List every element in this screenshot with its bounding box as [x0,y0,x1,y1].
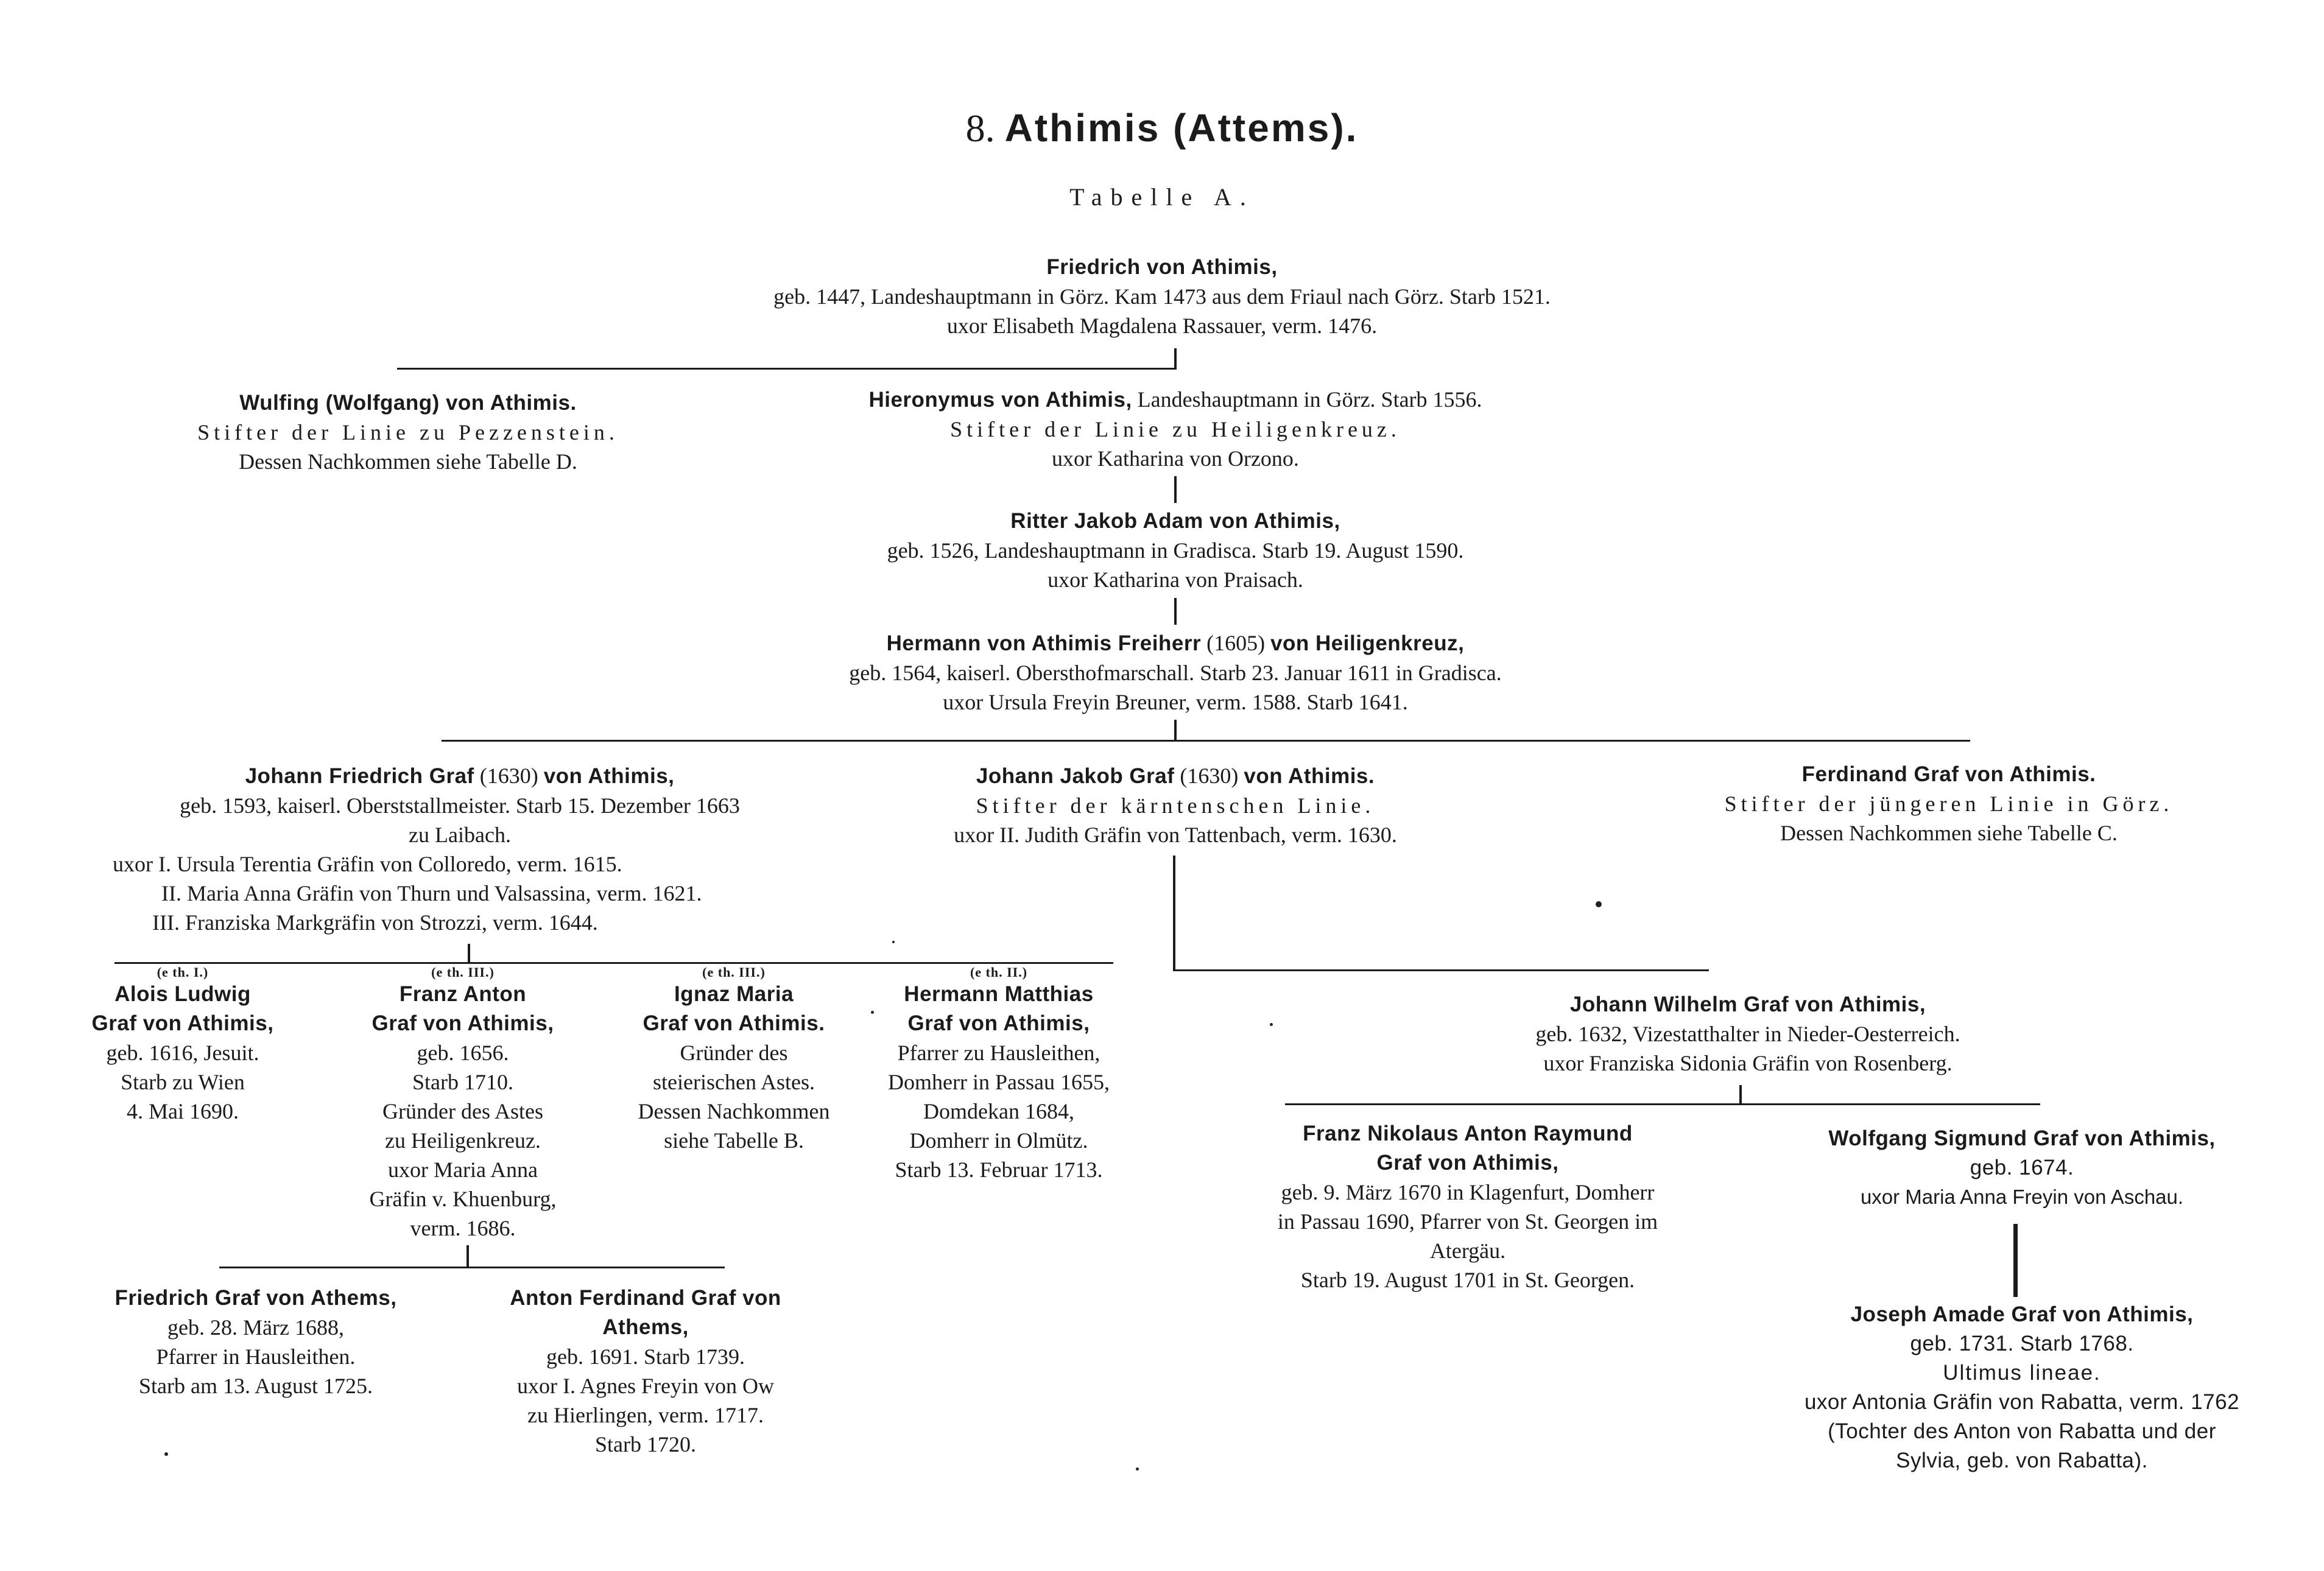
person-friedrich-athems: Friedrich Graf von Athems, geb. 28. März 1688, Pfarrer in Hausleithen. Starb am 13. August 1725. [114,1286,397,1398]
connector-line [442,740,1970,742]
connector-line [467,1245,469,1267]
person-hermann: Hermann von Athimis Freiherr (1605) von Heiligenkreuz, geb. 1564, kaiserl. Obersthofmarschall. Starb 23. Januar 1611 in Gradisca. uxor Ursula Freyin Breuner, verm. 1588. Starb 1641. [849,631,1502,714]
scan-speck [164,1452,168,1456]
connector-line [1173,969,1709,971]
scan-speck [871,1011,874,1014]
person-name: Friedrich von Athimis, [1046,255,1278,279]
table-label: Tabelle A. [1069,183,1255,211]
connector-line [114,962,1113,964]
connector-line [219,1267,725,1268]
page-title [853,104,1471,153]
person-johann-jakob: Johann Jakob Graf (1630) von Athimis. Stifter der kärntenschen Linie. uxor II. Judith Gräfin von Tattenbach, verm. 1630. [954,764,1397,847]
connector-line [1173,856,1175,971]
scan-speck [1596,901,1602,907]
person-jakob-adam: Ritter Jakob Adam von Athimis, geb. 1526, Landeshauptmann in Gradisca. Starb 19. August 1590. uxor Katharina von Praisach. [887,509,1464,592]
person-franz-anton: (e th. III.) Franz Anton Graf von Athimis, geb. 1656. Starb 1710. Gründer des Astes zu Heiligenkreuz. uxor Maria Anna Gräfin v. Khuenburg, verm. 1686. [369,965,557,1240]
person-alois-ludwig: (e th. I.) Alois Ludwig Graf von Athimis, geb. 1616, Jesuit. Starb zu Wien 4. Mai 1690. [91,965,274,1123]
family-title: Athimis (Attems). [1004,106,1359,150]
person-joseph-amade: Joseph Amade Graf von Athimis, geb. 1731. Starb 1768. Ultimus lineae. uxor Antonia Gräfin von Rabatta, verm. 1762 (Tochter des Anton von Rabatta und der Sylvia, geb. von Rabatta). [1804,1302,2240,1472]
connector-line [1174,348,1177,369]
connector-line [397,368,1177,370]
connector-line [1174,598,1177,625]
person-wolfgang-sigmund: Wolfgang Sigmund Graf von Athimis, geb. 1674. uxor Maria Anna Freyin von Aschau. [1828,1126,2216,1208]
scan-speck [1136,1467,1139,1471]
person-ignaz-maria: (e th. III.) Ignaz Maria Graf von Athimis. Gründer des steierischen Astes. Dessen Nachkommen siehe Tabelle B. [638,965,830,1153]
person-franz-nikolaus: Franz Nikolaus Anton Raymund Graf von Athimis, geb. 9. März 1670 in Klagenfurt, Domherr in Passau 1690, Pfarrer von St. Georgen im Atergäu. Starb 19. August 1701 in St. Georgen. [1277,1122,1658,1292]
person-johann-friedrich: Johann Friedrich Graf (1630) von Athimis, geb. 1593, kaiserl. Oberststallmeister. Starb 15. Dezember 1663 zu Laibach. uxor I. Ursula Terentia Gräfin von Colloredo, verm. 1615. II. Maria Anna Gräfin von Thurn und Valsassina, verm. 1621. III. Franziska Markgräfin von Strozzi, verm. 1644. [113,764,740,935]
connector-line [1739,1085,1742,1103]
person-ferdinand: Ferdinand Graf von Athimis. Stifter der jüngeren Linie in Görz. Dessen Nachkommen siehe Tabelle C. [1724,762,2174,845]
connector-line [468,944,470,962]
person-wulfing: Wulfing (Wolfgang) von Athimis. Stifter der Linie zu Pezzenstein. Dessen Nachkommen siehe Tabelle D. [197,391,619,474]
person-friedrich: Friedrich von Athimis, geb. 1447, Landeshauptmann in Görz. Kam 1473 aus dem Friaul nach Görz. Starb 1521. uxor Elisabeth Magdalena Rassauer, verm. 1476. [670,253,1654,340]
table-number: 8. [965,107,995,150]
connector-line [1174,476,1177,503]
connector-line [2013,1224,2018,1297]
scan-speck [892,941,895,943]
person-hieronymus: Hieronymus von Athimis, Landeshauptmann in Görz. Starb 1556. Stifter der Linie zu Heiligenkreuz. uxor Katharina von Orzono. [868,387,1482,471]
scan-speck [1270,1023,1273,1026]
person-hermann-matthias: (e th. II.) Hermann Matthias Graf von Athimis, Pfarrer zu Hausleithen, Domherr in Passau 1655, Domdekan 1684, Domherr in Olmütz. Starb 13. Februar 1713. [888,965,1110,1182]
person-johann-wilhelm: Johann Wilhelm Graf von Athimis, geb. 1632, Vizestatthalter in Nieder-Oesterreich. uxor Franziska Sidonia Gräfin von Rosenberg. [1535,993,1960,1075]
person-anton-ferdinand: Anton Ferdinand Graf von Athems, geb. 1691. Starb 1739. uxor I. Agnes Freyin von Ow zu Hierlingen, verm. 1717. Starb 1720. [510,1286,781,1457]
connector-line [1285,1103,2040,1105]
connector-line [1174,720,1177,742]
